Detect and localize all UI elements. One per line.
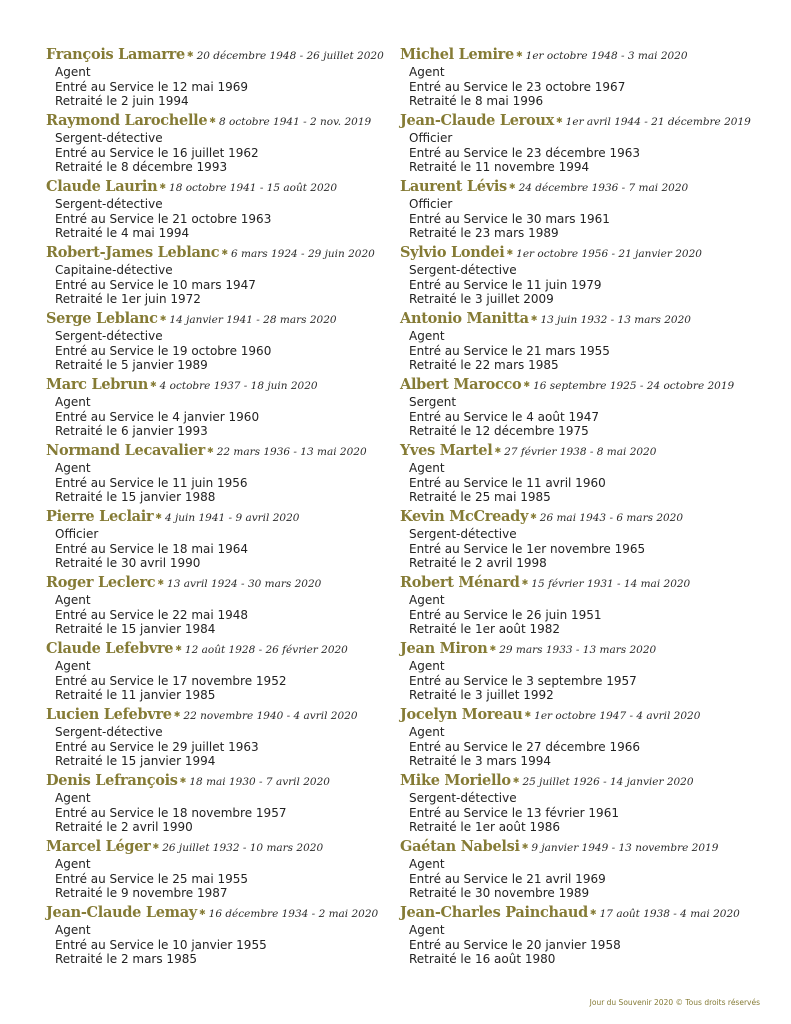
memorial-entry [46,835,436,901]
retirement-date: Retraité le 4 mai 1994 [55,226,190,241]
retirement-date: Retraité le 30 novembre 1989 [409,886,590,901]
person-name: Laurent Lévis [400,178,507,195]
rank: Agent [409,329,445,343]
rank: Capitaine-détective [55,263,173,277]
service-entry-date: Entré au Service le 21 avril 1969 [409,871,606,886]
memorial-entry [400,373,790,439]
star-icon: ✱ [524,710,532,719]
star-icon: ✱ [494,446,502,455]
retirement-date: Retraité le 9 novembre 1987 [55,886,228,901]
rank: Agent [55,593,91,607]
person-name: Kevin McCready [400,508,529,525]
life-dates: 13 juin 1932 - 13 mars 2020 [540,314,691,326]
rank: Sergent-détective [55,725,163,739]
rank: Officier [55,527,99,541]
memorial-entry [400,505,790,571]
life-dates: 27 février 1938 - 8 mai 2020 [504,446,657,458]
memorial-entry [400,835,790,901]
rank: Sergent-détective [55,131,163,145]
service-entry-date: Entré au Service le 11 juin 1979 [409,277,602,292]
memorial-entry [46,373,436,439]
star-icon: ✱ [508,182,516,191]
entry-heading [46,373,436,395]
footer-copyright: Jour du Souvenir 2020 © Tous droits réservés [589,998,760,1007]
life-dates: 15 février 1931 - 14 mai 2020 [531,578,691,590]
retirement-date: Retraité le 1er août 1986 [409,820,561,835]
life-dates: 4 octobre 1937 - 18 juin 2020 [159,380,318,392]
rank: Sergent-détective [409,527,517,541]
life-dates: 22 novembre 1940 - 4 avril 2020 [183,710,358,722]
person-name: Michel Lemire [400,46,514,63]
star-icon: ✱ [512,776,520,785]
rank: Sergent-détective [409,791,517,805]
retirement-date: Retraité le 11 novembre 1994 [409,160,590,175]
entry-heading [400,175,790,197]
memorial-entry [400,637,790,703]
retirement-date: Retraité le 2 avril 1998 [409,556,547,571]
entry-heading [400,571,790,593]
star-icon: ✱ [589,908,597,917]
rank: Agent [409,857,445,871]
retirement-date: Retraité le 3 mars 1994 [409,754,551,769]
retirement-date: Retraité le 16 août 1980 [409,952,556,967]
star-icon: ✱ [555,116,563,125]
entry-heading [400,241,790,263]
left-column [46,43,436,967]
star-icon: ✱ [530,512,537,521]
person-name: Marc Lebrun [46,376,148,393]
rank: Agent [409,725,445,739]
entry-heading [46,175,436,197]
star-icon: ✱ [221,248,229,257]
memorial-entry [400,241,790,307]
service-entry-date: Entré au Service le 4 janvier 1960 [55,409,260,424]
person-name: Mike Moriello [400,772,511,789]
life-dates: 24 décembre 1936 - 7 mai 2020 [518,182,689,194]
life-dates: 25 juillet 1926 - 14 janvier 2020 [522,776,694,788]
rank: Agent [55,461,91,475]
memorial-entry [400,769,790,835]
service-entry-date: Entré au Service le 20 janvier 1958 [409,937,621,952]
right-column [400,43,790,967]
person-name: Roger Leclerc [46,574,156,591]
life-dates: 8 octobre 1941 - 2 nov. 2019 [219,116,372,128]
retirement-date: Retraité le 15 janvier 1984 [55,622,216,637]
life-dates: 1er avril 1944 - 21 décembre 2019 [565,116,751,128]
person-name: Jean-Claude Lemay [46,904,197,921]
entry-heading [46,901,436,923]
memorial-entry [46,637,436,703]
retirement-date: Retraité le 2 juin 1994 [55,94,189,109]
service-entry-date: Entré au Service le 17 novembre 1952 [55,673,287,688]
retirement-date: Retraité le 3 juillet 2009 [409,292,554,307]
rank: Officier [409,197,453,211]
life-dates: 22 mars 1936 - 13 mai 2020 [216,446,367,458]
memorial-entry [400,307,790,373]
service-entry-date: Entré au Service le 25 mai 1955 [55,871,249,886]
entry-heading [46,769,436,791]
memorial-entry [46,175,436,241]
star-icon: ✱ [175,644,182,653]
service-entry-date: Entré au Service le 4 août 1947 [409,409,600,424]
service-entry-date: Entré au Service le 21 mars 1955 [409,343,610,358]
life-dates: 4 juin 1941 - 9 avril 2020 [165,512,300,524]
star-icon: ✱ [186,50,194,59]
person-name: Albert Marocco [400,376,522,393]
memorial-entry [46,43,436,109]
rank: Agent [55,659,91,673]
person-name: Claude Lefebvre [46,640,174,657]
life-dates: 18 octobre 1941 - 15 août 2020 [169,182,338,194]
life-dates: 14 janvier 1941 - 28 mars 2020 [169,314,337,326]
service-entry-date: Entré au Service le 10 mars 1947 [55,277,256,292]
entry-heading [400,43,790,65]
memorial-entry [400,703,790,769]
service-entry-date: Entré au Service le 16 juillet 1962 [55,145,259,160]
memorial-entry [400,109,790,175]
entry-heading [400,769,790,791]
memorial-entry [46,439,436,505]
service-entry-date: Entré au Service le 1er novembre 1965 [409,541,646,556]
memorial-entry [400,439,790,505]
person-name: Antonio Manitta [400,310,529,327]
retirement-date: Retraité le 22 mars 1985 [409,358,559,373]
life-dates: 6 mars 1924 - 29 juin 2020 [231,248,375,260]
life-dates: 16 septembre 1925 - 24 octobre 2019 [533,380,735,392]
person-name: Robert Ménard [400,574,520,591]
memorial-entry [46,241,436,307]
retirement-date: Retraité le 1er juin 1972 [55,292,201,307]
star-icon: ✱ [198,908,206,917]
star-icon: ✱ [173,710,181,719]
memorial-entry [46,703,436,769]
entry-heading [46,703,436,725]
life-dates: 29 mars 1933 - 13 mars 2020 [499,644,657,656]
entry-heading [46,307,436,329]
service-entry-date: Entré au Service le 22 mai 1948 [55,607,249,622]
star-icon: ✱ [523,380,531,389]
rank: Agent [409,923,445,937]
rank: Agent [409,593,445,607]
star-icon: ✱ [159,314,167,323]
entry-heading [46,43,436,65]
life-dates: 26 juillet 1932 - 10 mars 2020 [162,842,324,854]
person-name: Pierre Leclair [46,508,154,525]
service-entry-date: Entré au Service le 10 janvier 1955 [55,937,267,952]
retirement-date: Retraité le 23 mars 1989 [409,226,559,241]
entry-heading [400,439,790,461]
person-name: Claude Laurin [46,178,158,195]
person-name: Denis Lefrançois [46,772,178,789]
life-dates: 1er octobre 1956 - 21 janvier 2020 [516,248,702,260]
service-entry-date: Entré au Service le 21 octobre 1963 [55,211,272,226]
rank: Agent [409,65,445,79]
star-icon: ✱ [157,578,165,587]
star-icon: ✱ [530,314,538,323]
rank: Agent [409,659,445,673]
life-dates: 26 mai 1943 - 6 mars 2020 [539,512,684,524]
service-entry-date: Entré au Service le 18 mai 1964 [55,541,249,556]
person-name: Raymond Larochelle [46,112,208,129]
star-icon: ✱ [489,644,497,653]
memorial-entry [46,769,436,835]
life-dates: 9 janvier 1949 - 13 novembre 2019 [531,842,719,854]
entry-heading [400,307,790,329]
entry-heading [46,241,436,263]
service-entry-date: Entré au Service le 13 février 1961 [409,805,619,820]
service-entry-date: Entré au Service le 19 octobre 1960 [55,343,272,358]
rank: Sergent-détective [55,197,163,211]
service-entry-date: Entré au Service le 12 mai 1969 [55,79,249,94]
star-icon: ✱ [152,842,160,851]
rank: Agent [55,857,91,871]
memorial-entry [46,505,436,571]
rank: Sergent-détective [409,263,517,277]
service-entry-date: Entré au Service le 30 mars 1961 [409,211,610,226]
entry-heading [46,439,436,461]
memorial-entry [46,109,436,175]
entry-heading [400,637,790,659]
memorial-entry [400,43,790,109]
service-entry-date: Entré au Service le 27 décembre 1966 [409,739,641,754]
memorial-entry [46,901,436,967]
life-dates: 12 août 1928 - 26 février 2020 [184,644,348,656]
retirement-date: Retraité le 15 janvier 1988 [55,490,216,505]
retirement-date: Retraité le 8 décembre 1993 [55,160,228,175]
retirement-date: Retraité le 2 avril 1990 [55,820,193,835]
rank: Sergent-détective [55,329,163,343]
service-entry-date: Entré au Service le 26 juin 1951 [409,607,602,622]
life-dates: 17 août 1938 - 4 mai 2020 [599,908,740,920]
retirement-date: Retraité le 3 juillet 1992 [409,688,554,703]
retirement-date: Retraité le 11 janvier 1985 [55,688,216,703]
retirement-date: Retraité le 5 janvier 1989 [55,358,208,373]
retirement-date: Retraité le 12 décembre 1975 [409,424,589,439]
life-dates: 16 décembre 1934 - 2 mai 2020 [208,908,379,920]
entry-heading [400,505,790,527]
person-name: Jean Miron [400,640,488,657]
star-icon: ✱ [209,116,216,125]
rank: Agent [55,65,91,79]
rank: Officier [409,131,453,145]
person-name: Jean-Claude Leroux [400,112,554,129]
service-entry-date: Entré au Service le 29 juillet 1963 [55,739,259,754]
star-icon: ✱ [149,380,157,389]
service-entry-date: Entré au Service le 11 avril 1960 [409,475,606,490]
retirement-date: Retraité le 30 avril 1990 [55,556,201,571]
life-dates: 18 mai 1930 - 7 avril 2020 [189,776,330,788]
star-icon: ✱ [521,842,529,851]
service-entry-date: Entré au Service le 3 septembre 1957 [409,673,637,688]
life-dates: 20 décembre 1948 - 26 juillet 2020 [196,50,384,62]
rank: Agent [55,791,91,805]
person-name: Sylvio Londei [400,244,505,261]
person-name: Yves Martel [400,442,493,459]
person-name: Serge Leblanc [46,310,158,327]
service-entry-date: Entré au Service le 23 octobre 1967 [409,79,626,94]
memorial-entry [400,571,790,637]
memorial-entry [46,307,436,373]
entry-heading [46,571,436,593]
entry-heading [400,703,790,725]
retirement-date: Retraité le 25 mai 1985 [409,490,551,505]
entry-heading [46,109,436,131]
life-dates: 1er octobre 1947 - 4 avril 2020 [534,710,701,722]
service-entry-date: Entré au Service le 11 juin 1956 [55,475,248,490]
service-entry-date: Entré au Service le 18 novembre 1957 [55,805,287,820]
rank: Agent [409,461,445,475]
memorial-entry [400,901,790,967]
entry-heading [46,505,436,527]
entry-heading [46,637,436,659]
entry-heading [400,109,790,131]
star-icon: ✱ [159,182,167,191]
person-name: Jean-Charles Painchaud [400,904,588,921]
person-name: François Lamarre [46,46,185,63]
entry-heading [400,373,790,395]
life-dates: 1er octobre 1948 - 3 mai 2020 [525,50,688,62]
star-icon: ✱ [506,248,514,257]
entry-heading [400,835,790,857]
entry-heading [46,835,436,857]
person-name: Marcel Léger [46,838,151,855]
service-entry-date: Entré au Service le 23 décembre 1963 [409,145,641,160]
star-icon: ✱ [179,776,187,785]
retirement-date: Retraité le 2 mars 1985 [55,952,197,967]
entry-heading [400,901,790,923]
memorial-entry [400,175,790,241]
star-icon: ✱ [521,578,529,587]
person-name: Normand Lecavalier [46,442,205,459]
retirement-date: Retraité le 1er août 1982 [409,622,561,637]
star-icon: ✱ [206,446,214,455]
rank: Agent [55,923,91,937]
person-name: Lucien Lefebvre [46,706,172,723]
rank: Agent [55,395,91,409]
person-name: Jocelyn Moreau [400,706,523,723]
person-name: Gaétan Nabelsi [400,838,520,855]
memorial-entry [46,571,436,637]
retirement-date: Retraité le 6 janvier 1993 [55,424,208,439]
star-icon: ✱ [155,512,162,521]
person-name: Robert-James Leblanc [46,244,220,261]
retirement-date: Retraité le 15 janvier 1994 [55,754,216,769]
star-icon: ✱ [515,50,523,59]
life-dates: 13 avril 1924 - 30 mars 2020 [167,578,322,590]
rank: Sergent [409,395,457,409]
retirement-date: Retraité le 8 mai 1996 [409,94,544,109]
